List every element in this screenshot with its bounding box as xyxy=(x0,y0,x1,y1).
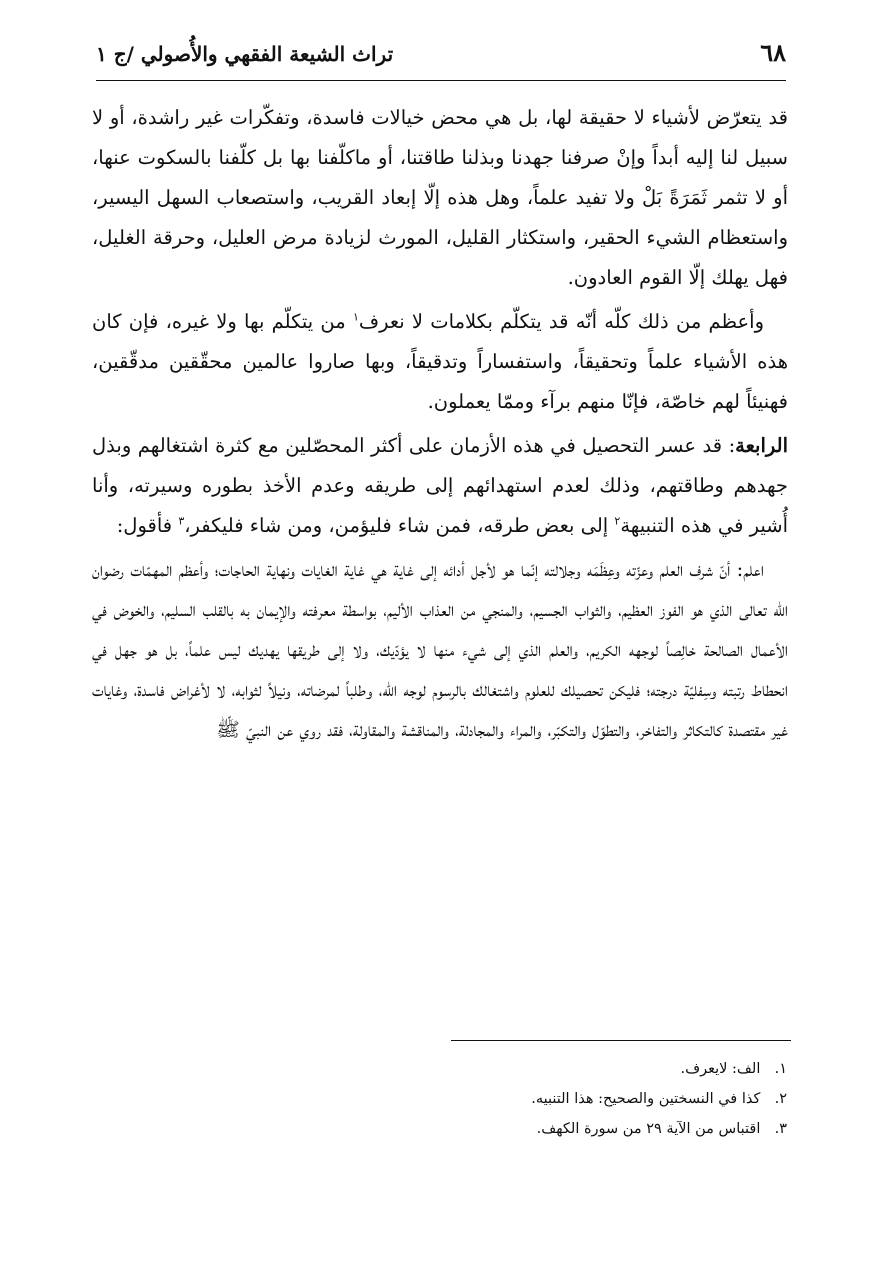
footnote-1-number: ١. xyxy=(774,1061,787,1077)
footnotes xyxy=(187,1054,787,1144)
footnote-ref-2[interactable]: ٢ xyxy=(614,514,621,528)
footnote-3 xyxy=(187,1114,787,1144)
paragraph-4: اعلم: أنّ شرف العلم وعزّته وعِظَمَه وجلالته إنّما هو لأجل أدائه إلى غاية هي غاية الغايات ونهاية الحاجات؛ وأعظم المهمّات رضوان الله تعالى الذي هو الفوز العظيم، والثواب الجسيم، والمنجي من العذاب الأليم، بواسطة معرفته والإيمان به بالقلب السليم، والخوض في الأعمال الصالحة خالِصاً لوجهه الكريم، والعلم الذي إلى شيء منها لا يؤدّيك، ولا إلى طريقها يهديك ليس علماً، بل هو جهل في انحطاط رتبته وسِفليّة درجته؛ فليكن تحصيلك للعلوم واشتغالك بالرسوم لوجه الله، وطلباً لمرضاته، ونيلاً لثوابه، لا لأغراض فاسدة، وغايات غير مقتصدة كالتكاثر والتفاخر، والتطوّل والتكبّر، والمراء والمجادلة، والمناقشة والمقاولة، فقد روي عن النبيّ ﷺ xyxy=(92,558,788,741)
footnote-2 xyxy=(187,1084,787,1114)
main-text xyxy=(92,98,788,754)
footnote-1-text: الف: لايعرف. xyxy=(680,1061,761,1077)
paragraph-3-text-a: : قد عسر التحصيل في هذه الأزمان على أكثر المحصّلين مع كثرة اشتغالهم وبذل جهدهم وطاقتهم، وذلك لعدم استهدائهم إلى طريقه وعدم الأخذ بطوره وسيرته، وأنا أُشير في هذه التنبيهة xyxy=(92,434,788,537)
running-title: تراث الشيعة الفقهي والأُصولي /ج ١ xyxy=(96,42,394,66)
footnote-2-text: كذا في النسختين والصحيح: هذا التنبيه. xyxy=(531,1091,761,1107)
paragraph-3 xyxy=(92,426,788,546)
footnote-1 xyxy=(187,1054,787,1084)
footnote-ref-1[interactable]: ١ xyxy=(352,310,359,324)
footnote-divider xyxy=(451,1040,791,1041)
paragraph-2-text-b: من يتكلّم بها ولا غيره، فإن كان هذه الأشياء علماً وتحقيقاً، واستفساراً وتدقيقاً، وبها صاروا عالمين محقّقين مدقّقين، فهنيئاً لهم خاصّة، فإنّا منهم برآء وممّا يعملون. xyxy=(92,310,788,413)
section-lead-word: الرابعة xyxy=(735,434,788,457)
paragraph-1: قد يتعرّض لأشياء لا حقيقة لها، بل هي محض خيالات فاسدة، وتفكّرات غير راشدة، أو لا سبيل لنا إليه أبداً وإنْ صرفنا جهدنا وبذلنا طاقتنا، أو ماكلّفنا بها بل كلّفنا بالسكوت عنها، أو لا تثمر ثَمَرَةً بَلْ ولا تفيد علماً، وهل هذه إلّا إبعاد القريب، واستصعاب السهل اليسير، واستعظام الشيء الحقير، واستكثار القليل، المورث لزيادة مرض العليل، وحرقة الغليل، فهل يهلك إلّا القوم العادون. xyxy=(92,106,788,289)
footnote-3-number: ٣. xyxy=(774,1121,787,1137)
page-number: ٦٨ xyxy=(760,38,786,67)
paragraph-2 xyxy=(92,302,788,422)
paragraph-2-text-a: وأعظم من ذلك كلّه أنّه قد يتكلّم بكلامات لا نعرف xyxy=(358,310,764,333)
paragraph-3-text-b: إلى بعض طرقه، فمن شاء فليؤمن، ومن شاء فليكفر، xyxy=(184,514,615,537)
paragraph-3-text-c: فأقول: xyxy=(116,514,179,537)
footnote-2-number: ٢. xyxy=(774,1091,787,1107)
header-divider xyxy=(96,80,786,81)
page-header xyxy=(96,36,786,76)
footnote-3-text: اقتباس من الآية ٢٩ من سورة الكهف. xyxy=(536,1121,761,1137)
footnote-ref-3[interactable]: ٣ xyxy=(178,514,185,528)
